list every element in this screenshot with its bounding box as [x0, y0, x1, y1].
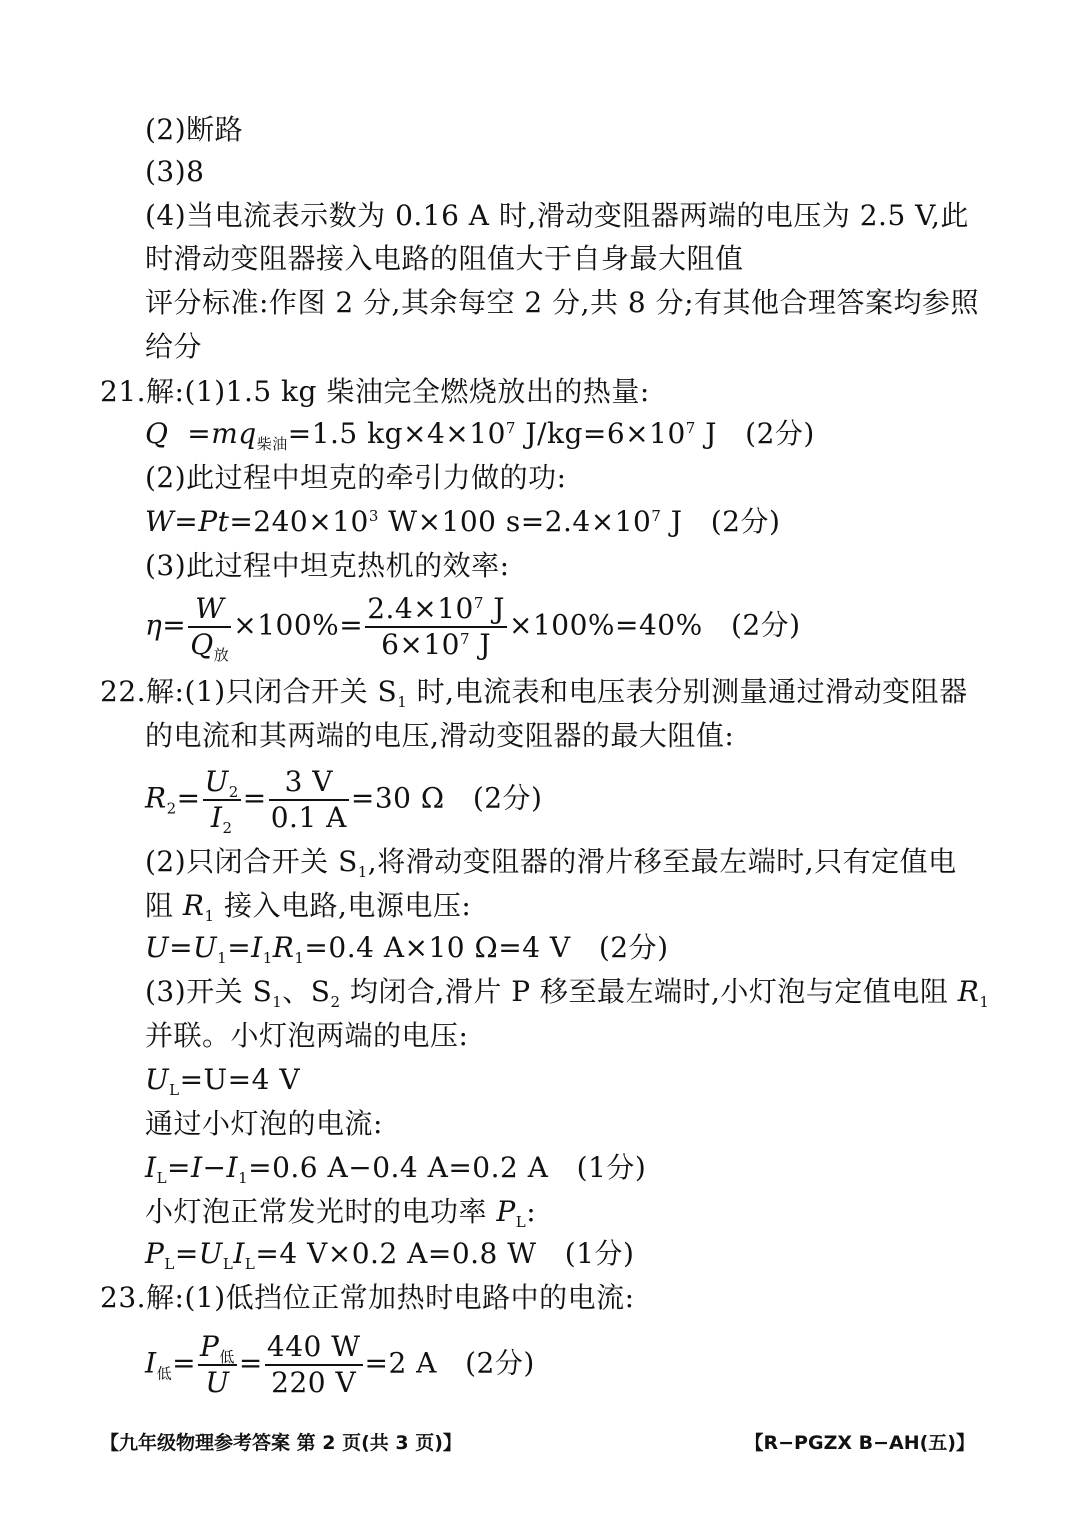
score-note: (2分) — [472, 781, 543, 815]
fraction-u-over-i: $\frac{U_2}{I_2}$ — [204, 765, 239, 837]
q21-equation-efficiency: η= $\frac{W}{Q_放}$ ×100%= $\frac{2.4\times 10^7 J}{6\times 10^7 J}$ ×100%=40% (2分) — [145, 592, 801, 664]
score-note: (2分) — [745, 417, 815, 450]
q22-heading-line2: 的电流和其两端的电压,滑动变阻器的最大阻值: — [145, 719, 735, 752]
footer-page-info: 【九年级物理参考答案 第 2 页(共 3 页)】 — [100, 1432, 462, 1454]
fraction-values: $\frac{440 W}{220 V}$ — [266, 1330, 361, 1399]
q20-part3: (3)8 — [145, 155, 205, 188]
q22-part3: (3)开关 $S_1$、$S_2$ 均闭合,滑片 P 移至最左端时,小灯泡与定值电阻 $R_1$ — [145, 975, 990, 1011]
q22-equation-ul: $U_L=U=4$ V — [145, 1063, 301, 1099]
q23-equation-current: $I_低=$ $\frac{P_低}{U}$ = $\frac{440 W}{220 V}$ =2 A (2分) — [145, 1330, 535, 1399]
fraction-p-over-u: $\frac{P_低}{U}$ — [200, 1330, 235, 1399]
score-note: (2分) — [710, 505, 781, 538]
q20-scoring-line1: 评分标准:作图 2 分,其余每空 2 分,共 8 分;有其他合理答案均参照 — [145, 286, 980, 319]
fraction-energy: $\frac{2.4\times 10^7 J}{6\times 10^7 J}$ — [367, 592, 506, 661]
q21-heading: 21.解:(1)1.5 kg 柴油完全燃烧放出的热量: — [100, 375, 650, 408]
score-note: (2分) — [465, 1346, 535, 1380]
q20-part4-line1: (4)当电流表示数为 0.16 A 时,滑动变阻器两端的电压为 2.5 V,此 — [145, 199, 969, 232]
q22-part5: 小灯泡正常发光时的电功率 $P_L$: — [145, 1195, 537, 1231]
footer-code: 【R−PGZX B−AH(五)】 — [744, 1432, 975, 1454]
score-note: (1分) — [576, 1151, 647, 1184]
q21-part3: (3)此过程中坦克热机的效率: — [145, 549, 510, 582]
q22-equation-r2: $R_2=$ $\frac{U_2}{I_2}$ = $\frac{3 V}{0.1 A}$ =30 Ω (2分) — [145, 765, 543, 837]
q20-part2: (2)断路 — [145, 113, 244, 146]
q23-heading: 23.解:(1)低挡位正常加热时电路中的电流: — [100, 1281, 635, 1314]
q21-part2: (2)此过程中坦克的牵引力做的功: — [145, 461, 567, 494]
q20-part4-line2: 时滑动变阻器接入电路的阻值大于自身最大阻值 — [145, 242, 744, 275]
q22-part2: (2)只闭合开关 $S_1$,将滑动变阻器的滑片移至最左端时,只有定值电 — [145, 845, 957, 881]
q22-equation-voltage: $U=U_1=I_1R_1=0.4$ A×10 Ω=4 V (2分) — [145, 931, 669, 967]
q22-heading: 22.解:(1)只闭合开关 $S_1$ 时,电流表和电压表分别测量通过滑动变阻器 — [100, 675, 968, 711]
score-note: (1分) — [564, 1237, 635, 1270]
q22-equation-pl: $P_L=U_LI_L=4$ V×0.2 A=0.8 W (1分) — [145, 1237, 635, 1273]
q22-part4: 通过小灯泡的电流: — [145, 1107, 383, 1140]
q22-part3-line2: 并联。小灯泡两端的电压: — [145, 1019, 469, 1052]
fraction-w-over-q: $\frac{W}{Q_放}$ — [190, 592, 230, 664]
q21-equation-heat: $Q =mq_{柴油}=1.5$ $kg\times 4\times 10^7$ $J/kg=6\times 10^7$ J (2分) — [145, 417, 815, 453]
q20-scoring-line2: 给分 — [145, 330, 203, 363]
q21-equation-work: $W=Pt=240\times 10^3$ W×100 $s=2.4\times 10^7$ J (2分) — [145, 505, 781, 538]
q22-part2-line2: 阻 $R_1$ 接入电路,电源电压: — [145, 889, 472, 925]
score-note: (2分) — [598, 931, 669, 964]
fraction-values: $\frac{3 V}{0.1 A}$ — [270, 765, 347, 834]
score-note: (2分) — [730, 608, 801, 642]
q22-equation-il: $I_L=I-I_1=0.6$ A−0.4 A=0.2 A (1分) — [145, 1151, 647, 1187]
